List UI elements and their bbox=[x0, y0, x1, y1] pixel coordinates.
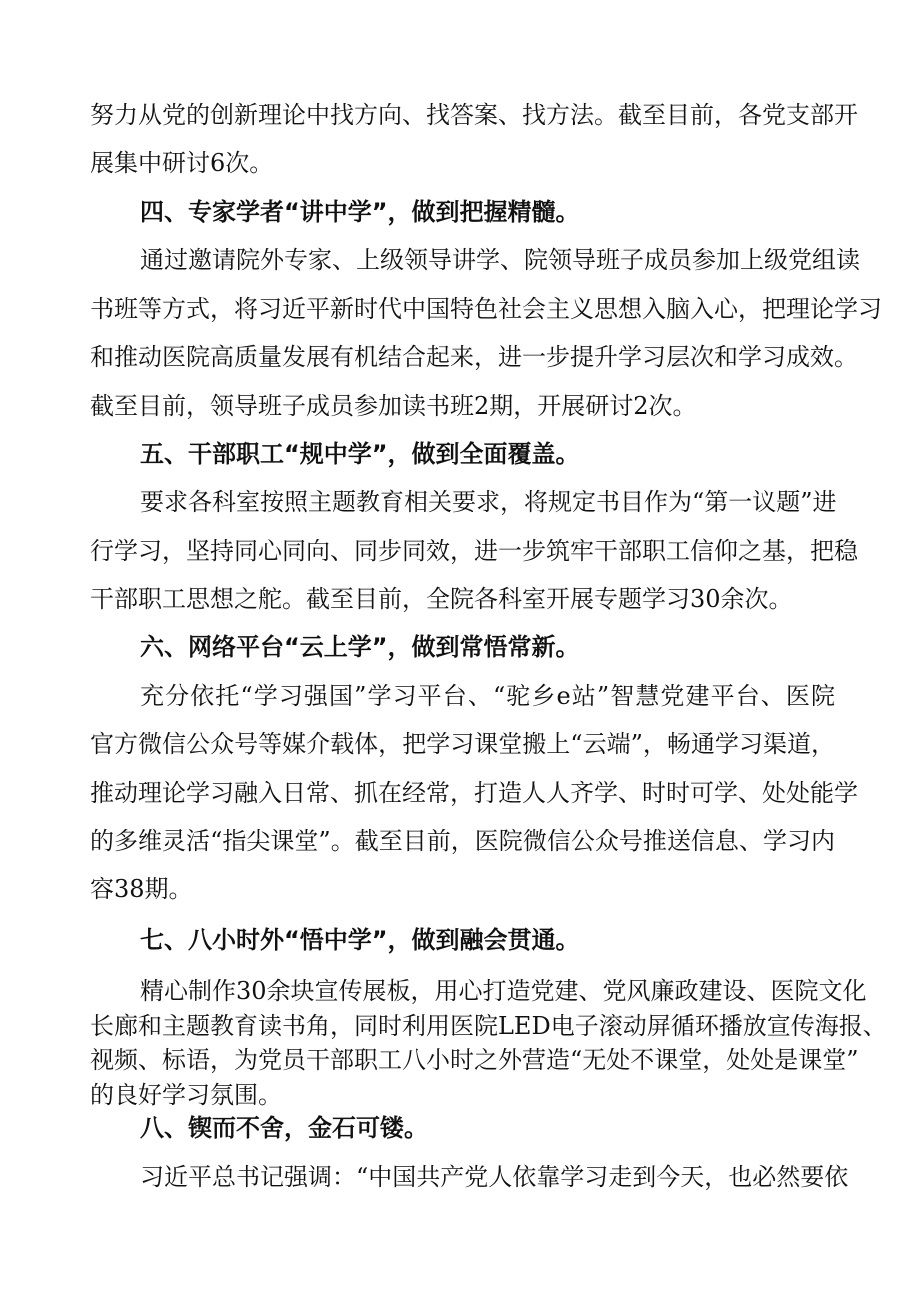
paragraph-line: 习近平总书记强调：“中国共产党人依靠学习走到今天，也必然要依 bbox=[140, 1163, 849, 1191]
paragraph-line: 官方微信公众号等媒介载体，把学习课堂搬上“云端”，畅通学习渠道， bbox=[90, 730, 835, 758]
paragraph-line: 长廊和主题教育读书角，同时利用医院LED电子滚动屏循环播放宣传海报、 bbox=[90, 1012, 887, 1040]
section-4-heading: 四、专家学者“讲中学”，做到把握精髓。 bbox=[140, 198, 580, 226]
paragraph-line: 行学习，坚持同心同向、同步同效，进一步筑牢干部职工信仰之基，把稳 bbox=[90, 537, 858, 565]
section-6-heading: 六、网络平台“云上学”，做到常悟常新。 bbox=[140, 633, 580, 661]
paragraph-line: 努力从党的创新理论中找方向、找答案、找方法。截至目前，各党支部开 bbox=[90, 101, 858, 129]
paragraph-line: 推动理论学习融入日常、抓在经常，打造人人齐学、时时可学、处处能学 bbox=[90, 779, 858, 807]
paragraph-line: 展集中研讨6次。 bbox=[90, 149, 274, 177]
section-5-heading: 五、干部职工“规中学”，做到全面覆盖。 bbox=[140, 440, 580, 468]
paragraph-line: 通过邀请院外专家、上级领导讲学、院领导班子成员参加上级党组读 bbox=[140, 246, 860, 274]
paragraph-line: 的多维灵活“指尖课堂”。截至目前，医院微信公众号推送信息、学习内 bbox=[90, 827, 835, 855]
paragraph-line: 的良好学习氛围。 bbox=[90, 1081, 282, 1109]
paragraph-line: 视频、标语，为党员干部职工八小时之外营造“无处不课堂，处处是课堂” bbox=[90, 1046, 859, 1074]
paragraph-line: 充分依托“学习强国”学习平台、“驼乡e站”智慧党建平台、医院 bbox=[140, 682, 835, 710]
paragraph-line: 精心制作30余块宣传展板，用心打造党建、党风廉政建设、医院文化 bbox=[140, 977, 867, 1005]
paragraph-line: 和推动医院高质量发展有机结合起来，进一步提升学习层次和学习成效。 bbox=[90, 343, 858, 371]
paragraph-line: 要求各科室按照主题教育相关要求，将规定书目作为“第一议题”进 bbox=[140, 488, 837, 516]
paragraph-line: 截至目前，领导班子成员参加读书班2期，开展研讨2次。 bbox=[90, 392, 697, 420]
section-7-heading: 七、八小时外“悟中学”，做到融会贯通。 bbox=[140, 926, 580, 954]
paragraph-line: 干部职工思想之舵。截至目前，全院各科室开展专题学习30余次。 bbox=[90, 585, 793, 613]
paragraph-line: 容38期。 bbox=[90, 875, 193, 903]
paragraph-line: 书班等方式，将习近平新时代中国特色社会主义思想入脑入心，把理论学习 bbox=[90, 295, 882, 323]
section-8-heading: 八、锲而不舍，金石可镂。 bbox=[140, 1114, 428, 1142]
